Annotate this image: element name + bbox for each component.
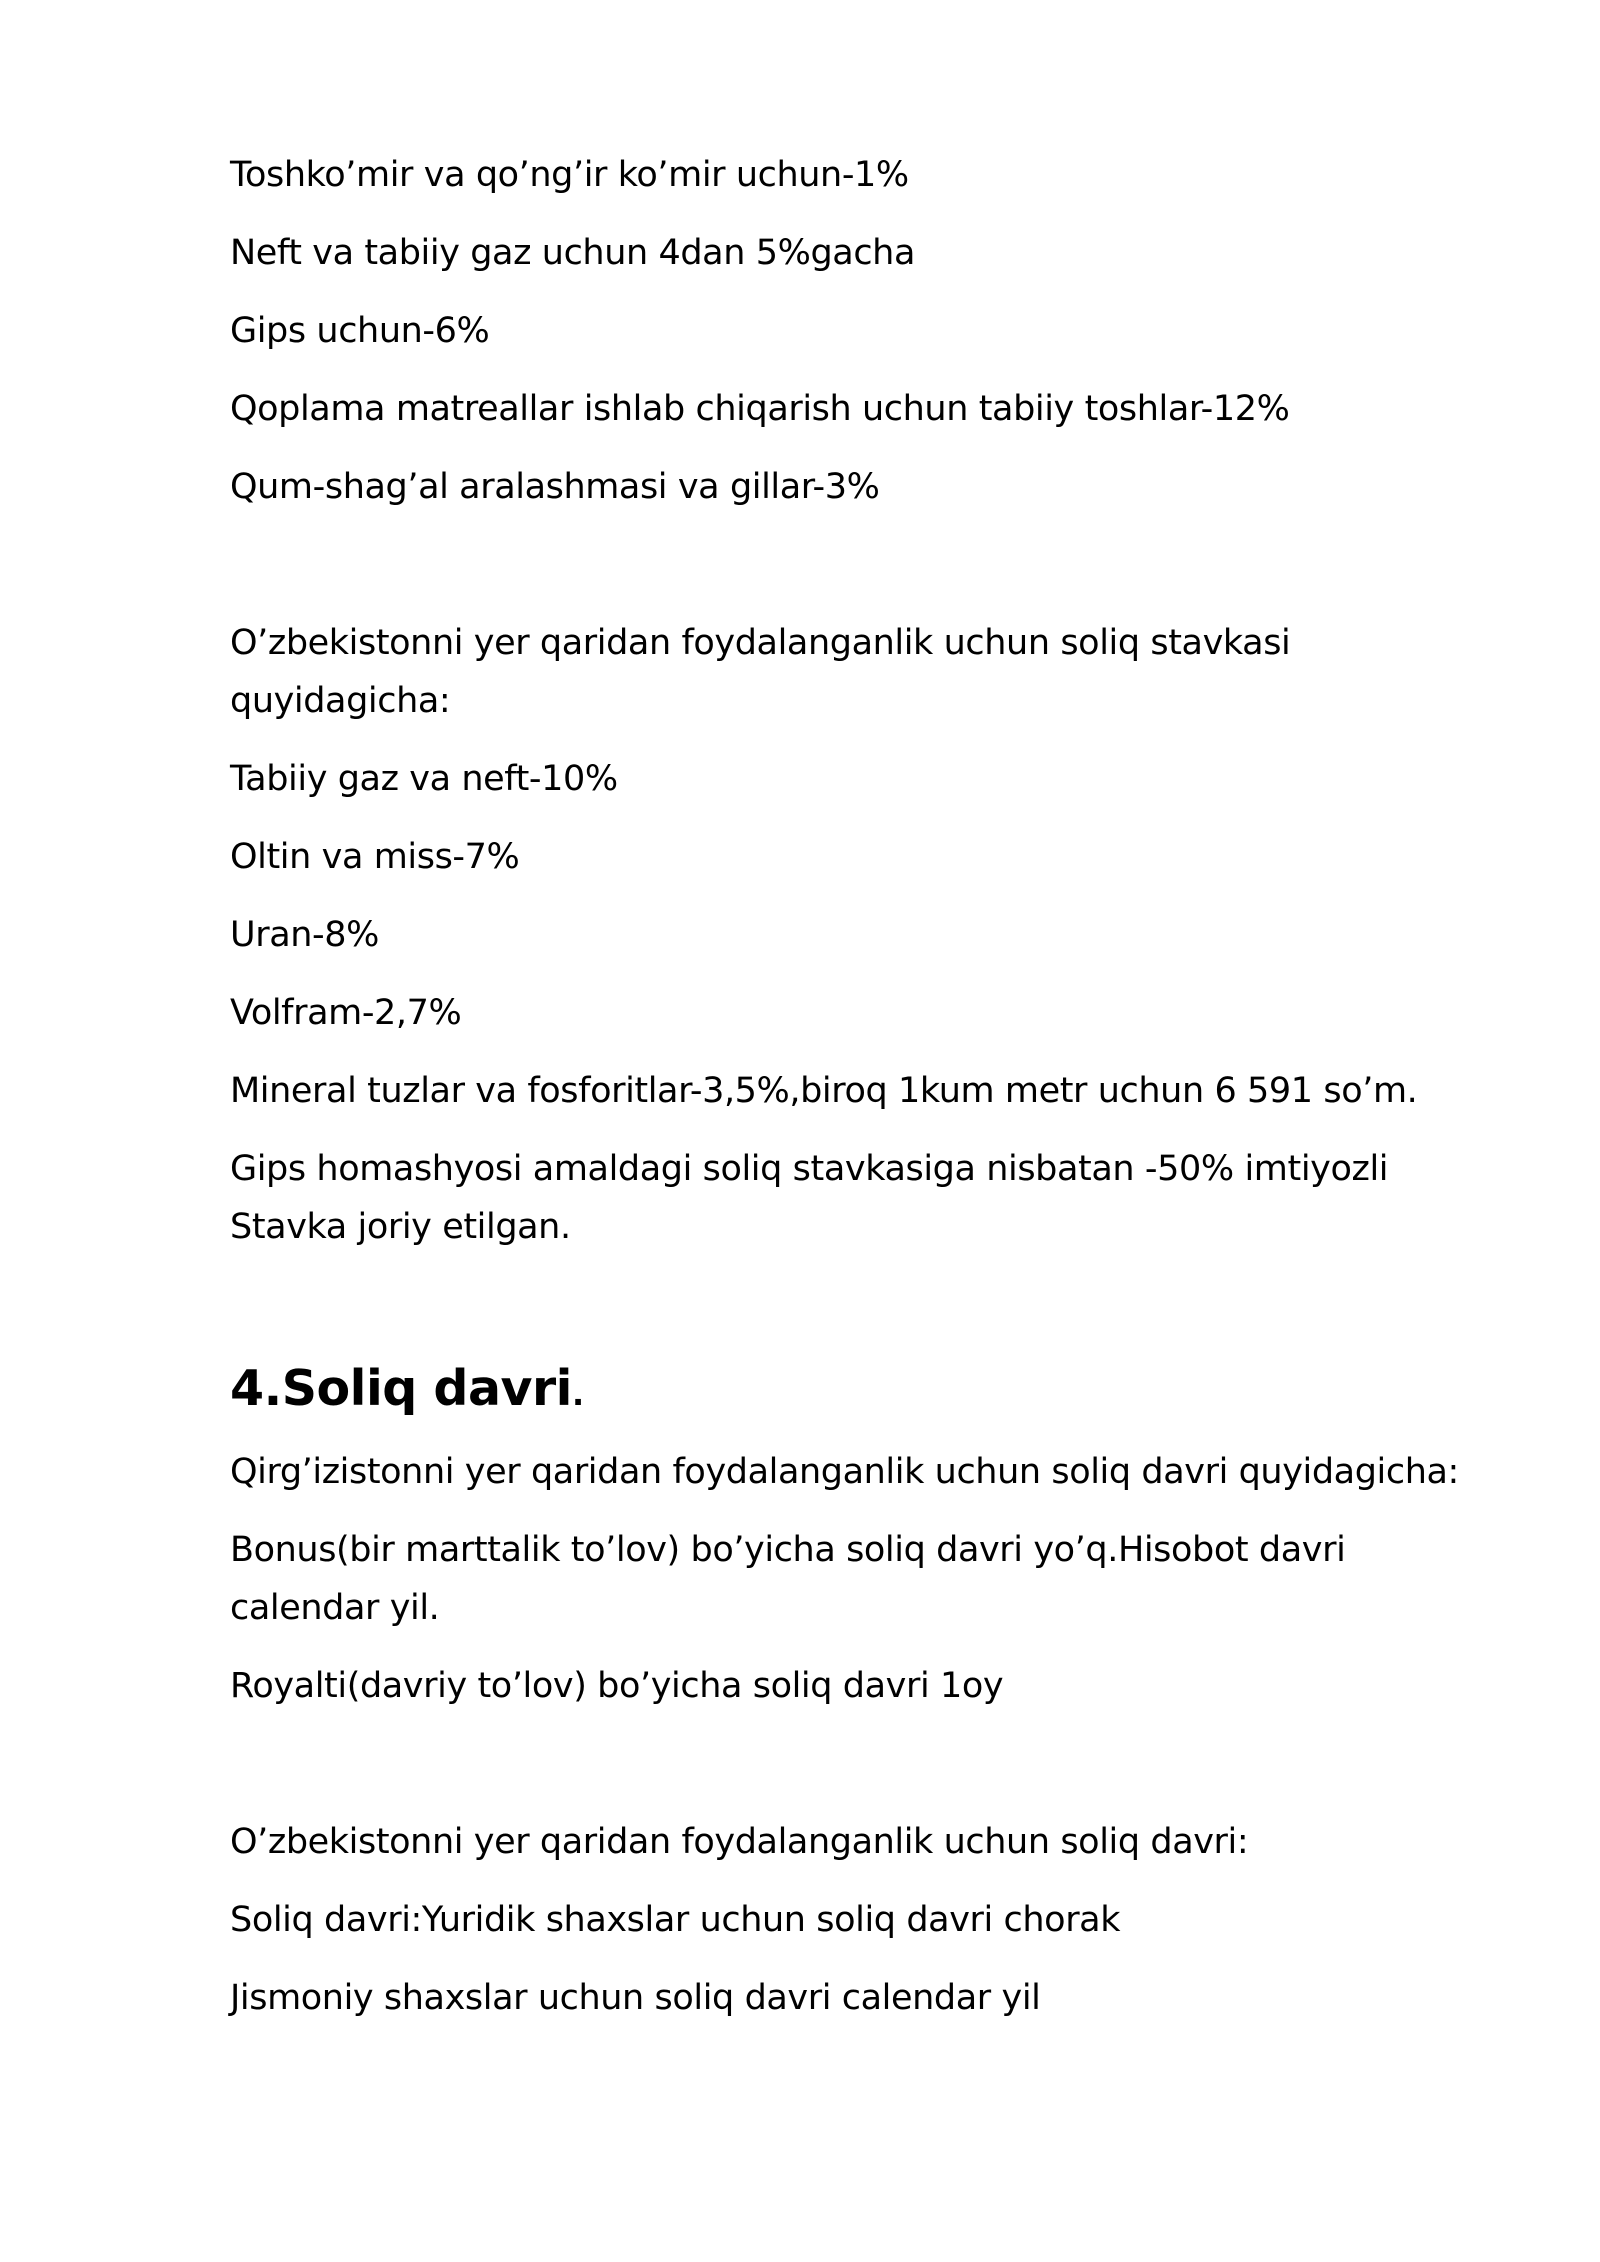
rate-line-uranium: Uran-8% — [230, 915, 379, 955]
rate-line-gypsum: Gips uchun-6% — [230, 311, 490, 351]
bonus-period-line — [230, 1521, 1530, 1637]
rate-line-natural-stones: Qoplama matreallar ishlab chiqarish uchun tabiiy toshlar-12% — [230, 389, 1290, 429]
gypsum-note-line-1: Gips homashyosi amaldagi soliq stavkasiga nisbatan -50% imtiyozli — [230, 1149, 1389, 1189]
section-heading-dot: . — [571, 1375, 584, 1413]
rate-line-gold-copper: Oltin va miss-7% — [230, 837, 520, 877]
rate-line-coal: Toshko’mir va qo’ng’ir ko’mir uchun-1% — [230, 155, 909, 195]
section-heading — [230, 1354, 1530, 1429]
paragraph-gap — [230, 1276, 1530, 1354]
uzbekistan-rates-intro — [230, 614, 1530, 730]
rate-line-sand-gravel: Qum-shag’al aralashmasi va gillar-3% — [230, 467, 880, 507]
rate-line-oil-gas: Neft va tabiiy gaz uchun 4dan 5%gacha — [230, 233, 915, 273]
intro-line-1: O’zbekistonni yer qaridan foydalanganlik uchun soliq stavkasi — [230, 623, 1291, 663]
rate-line-mineral-salts: Mineral tuzlar va fosforitlar-3,5%,biroq 1kum metr uchun 6 591 so’m. — [230, 1071, 1418, 1111]
gypsum-note-line-2: Stavka joriy etilgan. — [230, 1207, 571, 1247]
kyrgyzstan-period-intro: Qirg’izistonni yer qaridan foydalanganlik uchun soliq davri quyidagicha: — [230, 1452, 1459, 1492]
royalty-period-line: Royalti(davriy to’lov) bo’yicha soliq davri 1oy — [230, 1666, 1004, 1706]
legal-entities-period: Soliq davri:Yuridik shaxslar uchun soliq davri chorak — [230, 1900, 1121, 1940]
rate-line-gas-oil: Tabiiy gaz va neft-10% — [230, 759, 618, 799]
gypsum-discount-note — [230, 1140, 1530, 1256]
paragraph-gap — [230, 536, 1530, 614]
paragraph-gap — [230, 1735, 1530, 1813]
bonus-line-1: Bonus(bir marttalik to’lov) bo’yicha soliq davri yo’q.Hisobot davri — [230, 1530, 1346, 1570]
section-heading-text: 4.Soliq davri — [230, 1360, 572, 1417]
bonus-line-2: calendar yil. — [230, 1588, 440, 1628]
uzbekistan-period-intro: O’zbekistonni yer qaridan foydalanganlik uchun soliq davri: — [230, 1822, 1249, 1862]
rate-line-tungsten: Volfram-2,7% — [230, 993, 462, 1033]
document-body — [230, 146, 1530, 2047]
intro-line-2: quyidagicha: — [230, 681, 451, 721]
individuals-period: Jismoniy shaxslar uchun soliq davri calendar yil — [230, 1978, 1041, 2018]
